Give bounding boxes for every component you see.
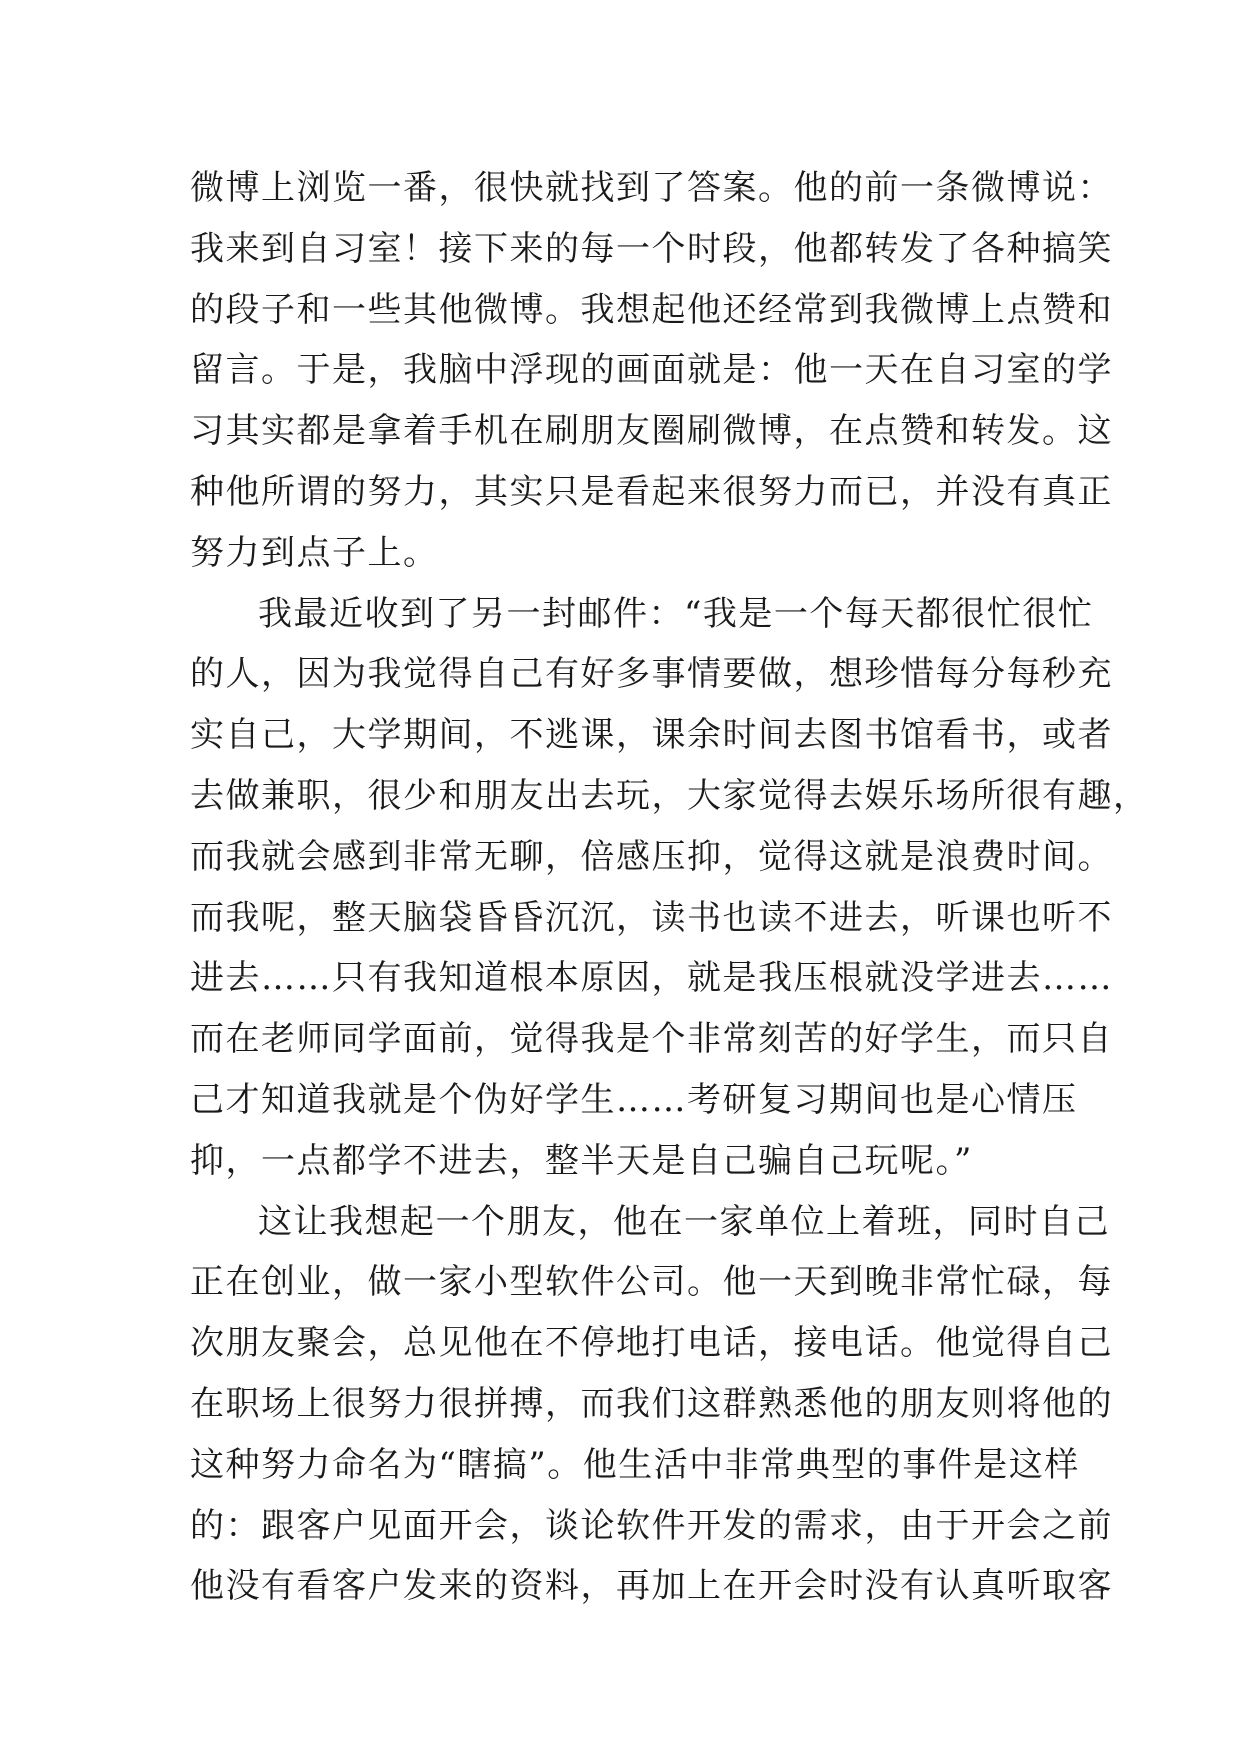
text-line: 而我就会感到非常无聊，倍感压抑，觉得这就是浪费时间。: [190, 836, 1113, 877]
text-line: 抑，一点都学不进去，整半天是自己骗自己玩呢。”: [190, 1140, 973, 1181]
text-line: 种他所谓的努力，其实只是看起来很努力而已，并没有真正: [190, 471, 1113, 512]
text-line: 正在创业，做一家小型软件公司。他一天到晚非常忙碌，每: [190, 1262, 1113, 1303]
text-line: 己才知道我就是个伪好学生……考研复习期间也是心情压: [190, 1079, 1078, 1120]
text-line: 在职场上很努力很拼搏，而我们这群熟悉他的朋友则将他的: [190, 1383, 1113, 1424]
text-line: 而我呢，整天脑袋昏昏沉沉，读书也读不进去，听课也听不: [190, 897, 1113, 938]
body-text: [190, 158, 1149, 1617]
text-line: 微博上浏览一番，很快就找到了答案。他的前一条微博说：: [190, 168, 1113, 208]
text-line: 这种努力命名为“瞎搞”。他生活中非常典型的事件是这样: [190, 1444, 1080, 1485]
paragraph-start-line: 我最近收到了另一封邮件：“我是一个每天都很忙很忙: [258, 593, 1094, 634]
text-line: 的段子和一些其他微博。我想起他还经常到我微博上点赞和: [190, 289, 1113, 330]
text-line: 留言。于是，我脑中浮现的画面就是：他一天在自习室的学: [190, 350, 1113, 391]
text-line: 我来到自习室！接下来的每一个时段，他都转发了各种搞笑: [190, 228, 1113, 269]
text-line: 努力到点子上。: [190, 532, 439, 573]
text-line: 去做兼职，很少和朋友出去玩，大家觉得去娱乐场所很有趣，: [190, 775, 1149, 816]
text-line: 实自己，大学期间，不逃课，课余时间去图书馆看书，或者: [190, 715, 1113, 756]
text-line: 而在老师同学面前，觉得我是个非常刻苦的好学生，而只自: [190, 1019, 1113, 1060]
text-line: 他没有看客户发来的资料，再加上在开会时没有认真听取客: [190, 1566, 1113, 1607]
text-line: 习其实都是拿着手机在刷朋友圈刷微博，在点赞和转发。这: [190, 411, 1113, 452]
paragraph-start-line: 这让我想起一个朋友，他在一家单位上着班，同时自己: [258, 1201, 1110, 1242]
text-line: 的：跟客户见面开会，谈论软件开发的需求，由于开会之前: [190, 1505, 1113, 1546]
text-line: 的人，因为我觉得自己有好多事情要做，想珍惜每分每秒充: [190, 654, 1113, 695]
text-line: 进去……只有我知道根本原因，就是我压根就没学进去……: [190, 958, 1113, 999]
text-line: 次朋友聚会，总见他在不停地打电话，接电话。他觉得自己: [190, 1323, 1113, 1364]
